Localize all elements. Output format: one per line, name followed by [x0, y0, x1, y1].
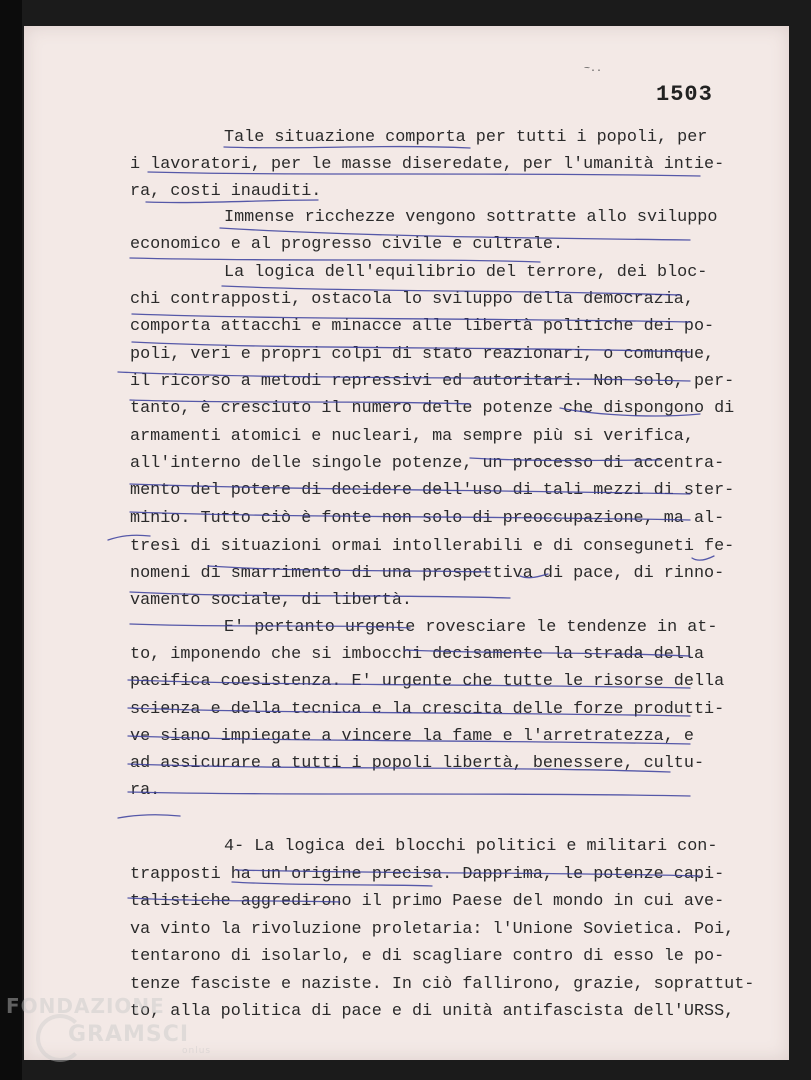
text-line: mento del potere di decidere dell'uso di tali mezzi di ster-	[130, 481, 735, 500]
watermark-line-3: onlus	[182, 1046, 212, 1056]
text-line: Immense ricchezze vengono sottratte allo sviluppo	[224, 208, 718, 227]
text-line: La logica dell'equilibrio del terrore, dei bloc-	[224, 263, 708, 282]
watermark-line-2: GRAMSCI	[68, 1022, 190, 1047]
text-line: all'interno delle singole potenze, un processo di accentra-	[130, 454, 725, 473]
text-line: trapposti ha un'origine precisa. Dapprima, le potenze capi-	[130, 865, 725, 884]
text-line: vamento sociale, di libertà.	[130, 591, 412, 610]
page-number: 1503	[656, 82, 713, 107]
binding-edge	[0, 0, 22, 1080]
text-line: tentarono di isolarlo, e di scagliare contro di esso le po-	[130, 947, 725, 966]
text-line: nomeni di smarrimento di una prospettiva di pace, di rinno-	[130, 564, 725, 583]
text-line: 4- La logica dei blocchi politici e militari con-	[224, 837, 718, 856]
pencil-mark: ~..	[584, 64, 603, 75]
text-line: armamenti atomici e nucleari, ma sempre più si verifica,	[130, 427, 694, 446]
text-line: poli, veri e propri colpi di stato reazionari, o comunque,	[130, 345, 715, 364]
text-line: E' pertanto urgente rovesciare le tendenze in at-	[224, 618, 718, 637]
text-line: minio. Tutto ciò è fonte non solo di preoccupazione, ma al-	[130, 509, 725, 528]
text-line: ra, costi inauditi.	[130, 182, 322, 201]
text-line: comporta attacchi e minacce alle libertà politiche dei po-	[130, 317, 715, 336]
text-line: i lavoratori, per le masse diseredate, per l'umanità intie-	[130, 155, 725, 174]
text-line: il ricorso a metodi repressivi ed autoritari. Non solo, per-	[130, 372, 735, 391]
text-line: tanto, è cresciuto il numero delle potenze che dispongono di	[130, 399, 735, 418]
watermark-line-1: FONDAZIONE	[6, 994, 165, 1018]
text-line: to, imponendo che si imbocchi decisamente la strada della	[130, 645, 705, 664]
text-line: pacifica coesistenza. E' urgente che tutte le risorse della	[130, 672, 725, 691]
text-line: scienza e della tecnica e la crescita delle forze produtti-	[130, 700, 725, 719]
text-line: chi contrapposti, ostacola lo sviluppo della democrazia,	[130, 290, 694, 309]
text-line: tresì di situazioni ormai intollerabili e di conseguneti fe-	[130, 537, 735, 556]
fondazione-gramsci-watermark	[6, 994, 212, 1056]
text-line: Tale situazione comporta per tutti i popoli, per	[224, 128, 708, 147]
text-line: to, alla politica di pace e di unità antifascista dell'URSS,	[130, 1002, 735, 1021]
text-line: talistiche aggredirono il primo Paese del mondo in cui ave-	[130, 892, 725, 911]
text-line: ve siano impiegate a vincere la fame e l'arretratezza, e	[130, 727, 694, 746]
text-line: va vinto la rivoluzione proletaria: l'Unione Sovietica. Poi,	[130, 920, 735, 939]
text-line: tenze fasciste e naziste. In ciò fallirono, grazie, soprattut-	[130, 975, 755, 994]
text-line: ra.	[130, 781, 161, 800]
text-line: economico e al progresso civile e cultrale.	[130, 235, 564, 254]
text-line: ad assicurare a tutti i popoli libertà, benessere, cultu-	[130, 754, 705, 773]
bleed-through-text	[150, 70, 159, 87]
